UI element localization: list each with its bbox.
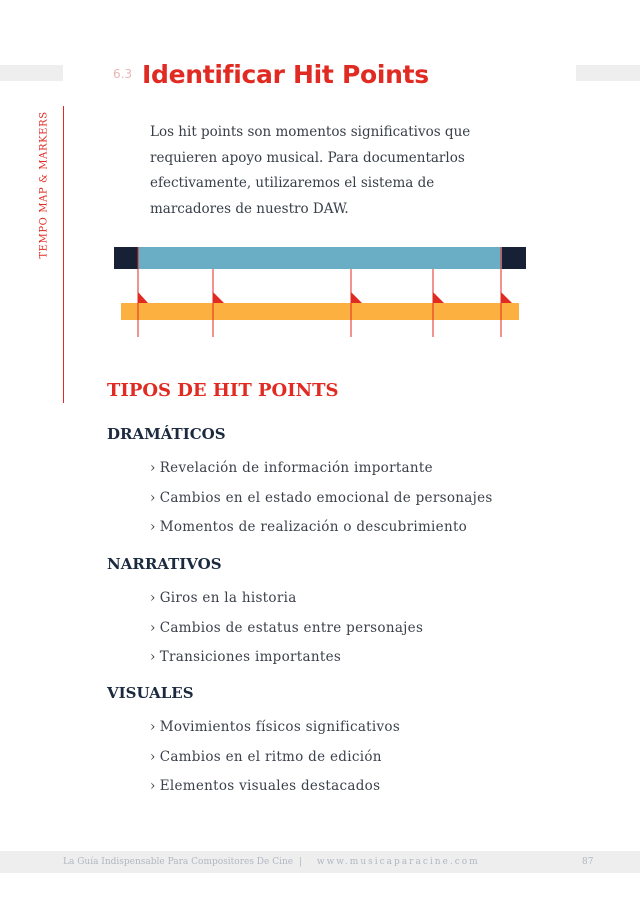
side-chapter-label: TEMPO MAP & MARKERS [38,111,50,259]
bullet-icon: › [150,619,156,636]
region-cap-left [114,247,138,269]
marker-flag-icon [501,292,512,303]
list-item: › Elementos visuales destacados [150,778,381,794]
list-dramaticos [150,460,493,549]
marker-track-bar [121,303,519,320]
group-heading-visuales: VISUALES [107,684,194,702]
intro-line: efectivamente, utilizaremos el sistema de [150,175,435,191]
intro-line: requieren apoyo musical. Para documentarlos [150,149,465,166]
list-item: › Transiciones importantes [150,649,342,665]
list-narrativos [150,590,423,679]
page-title: Identificar Hit Points [142,60,429,89]
bullet-icon: › [150,489,156,506]
marker-diagram [0,0,640,360]
marker-flag-icon [351,292,362,303]
marker-flag-icon [213,292,224,303]
marker-flag-icon [138,292,148,303]
region-bar [114,247,526,269]
section-number: 6.3 [113,67,133,81]
bullet-icon: › [150,649,156,665]
list-item: › Revelación de información importante [150,460,433,476]
bullet-icon: › [150,460,156,476]
bullet-icon: › [150,748,156,765]
intro-line: Los hit points son momentos significativos que [150,124,471,140]
footer-url[interactable]: www.musicaparacine.com [316,857,480,867]
list-item: › Cambios de estatus entre personajes [150,619,424,636]
list-item: › Cambios en el estado emocional de personajes [150,489,493,506]
bullet-icon: › [150,778,156,794]
hit-marker [351,269,362,337]
list-item: › Movimientos físicos significativos [150,719,401,735]
hit-marker [213,269,224,337]
list-item: › Cambios en el ritmo de edición [150,748,382,765]
page-number: 87 [582,857,594,867]
footer-book-title: La Guía Indispensable Para Compositores De Cine [63,857,294,867]
list-item: › Momentos de realización o descubrimiento [150,519,468,535]
section-heading: TIPOS DE HIT POINTS [107,380,339,401]
marker-flag-icon [433,292,444,303]
list-visuales [150,719,400,808]
region-cap-right [502,247,526,269]
group-heading-narrativos: NARRATIVOS [107,555,222,573]
list-item: › Giros en la historia [150,590,297,606]
bullet-icon: › [150,590,156,606]
hit-marker [433,269,444,337]
footer [63,857,480,867]
bullet-icon: › [150,719,156,735]
group-heading-dramaticos: DRAMÁTICOS [107,425,226,443]
intro-line: marcadores de nuestro DAW. [150,200,349,217]
bullet-icon: › [150,519,156,535]
footer-separator: | [298,857,303,867]
